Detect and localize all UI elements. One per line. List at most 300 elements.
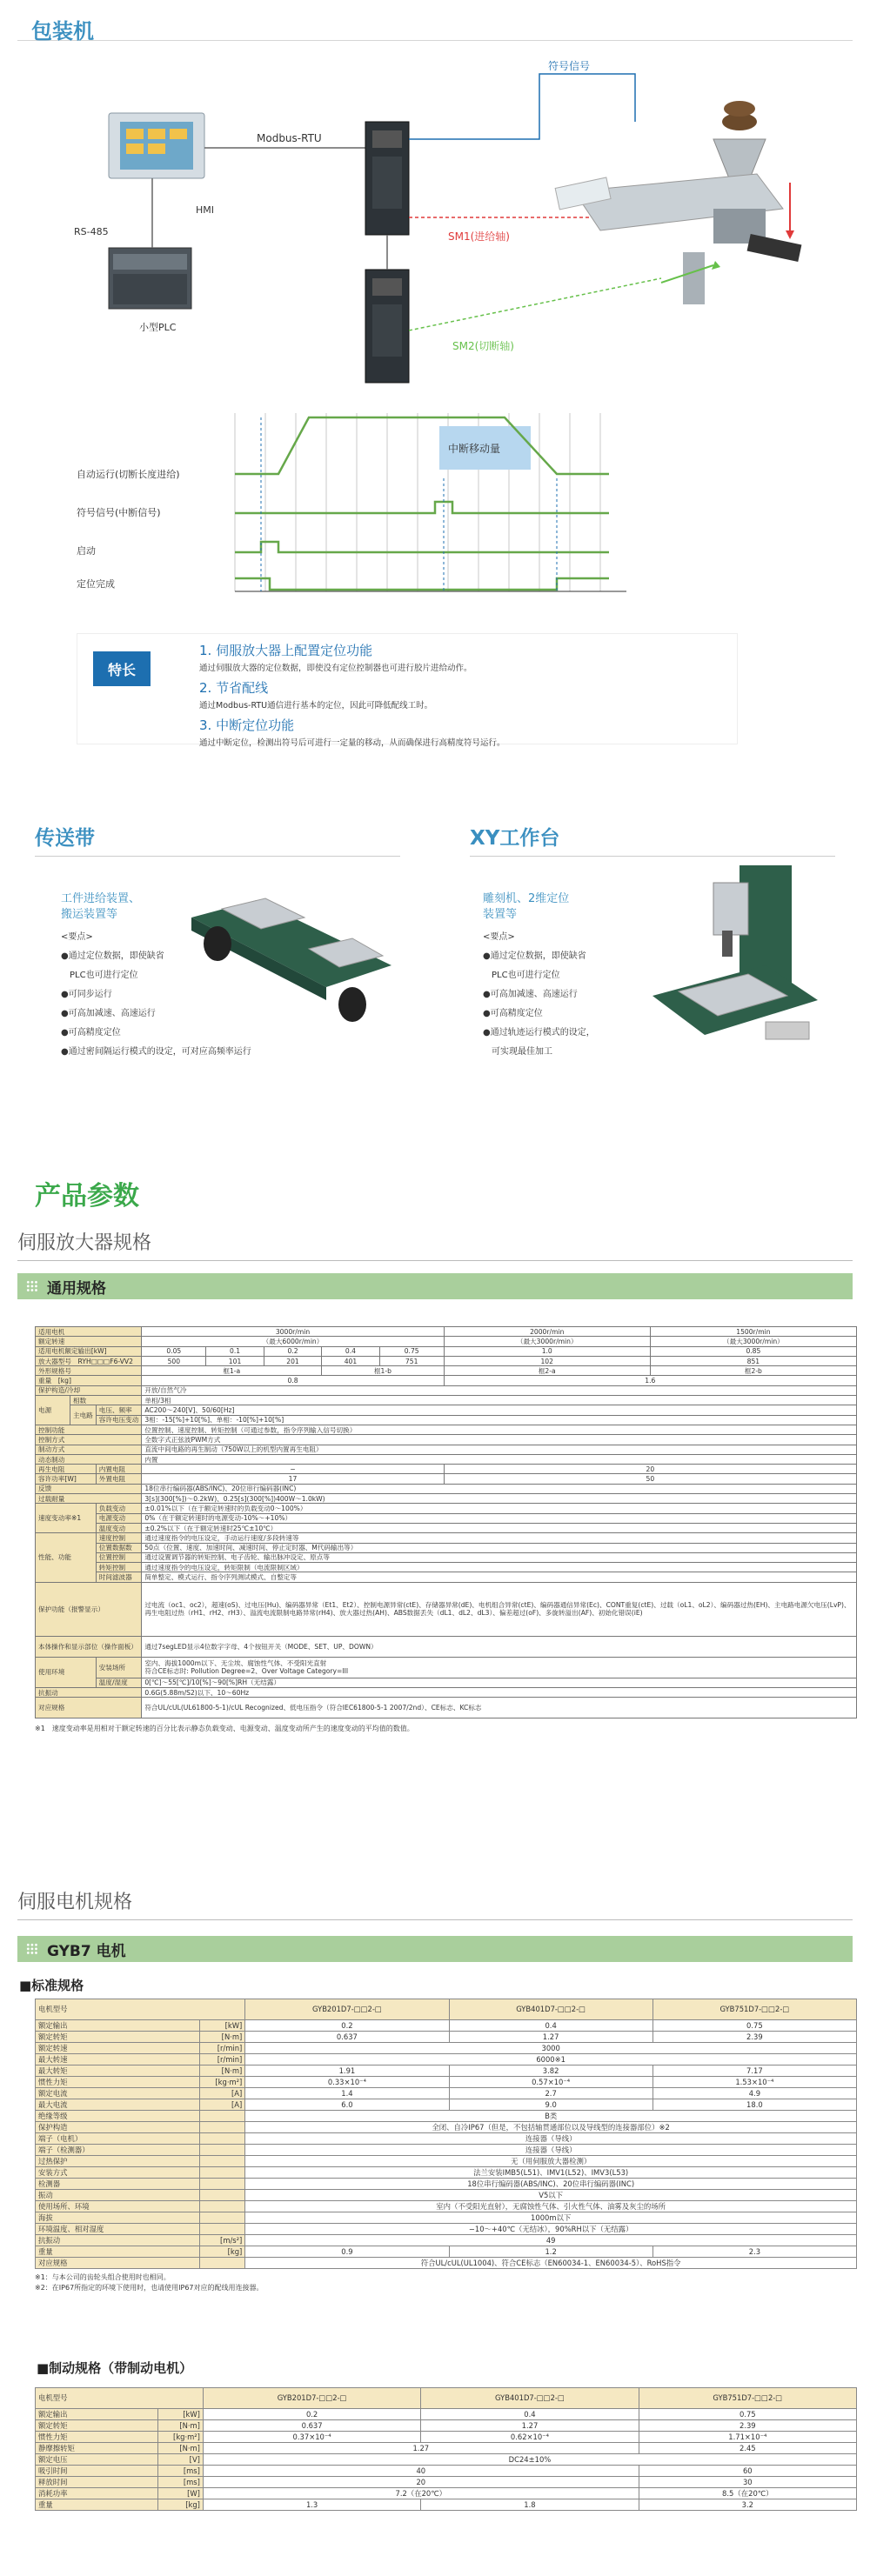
- table-cell: ±0.01%以下（在于额定转速时的负载变动0〜100%）: [142, 1504, 857, 1513]
- table-cell: 0.1: [206, 1346, 264, 1356]
- table-row: [36, 1678, 857, 1687]
- xy-point: ●通过轨迹运行模式的设定，: [483, 1028, 595, 1038]
- table-row: [36, 2133, 857, 2145]
- table-cell: 0.75: [379, 1346, 444, 1356]
- table-cell: 49: [245, 2235, 857, 2246]
- table-cell: 9.0: [449, 2099, 652, 2111]
- gyb7-label: GYB7 电机: [47, 1942, 126, 1960]
- table-cell: AC200〜240[V]、50/60[Hz]: [142, 1405, 857, 1415]
- unit-cell: [200, 2201, 245, 2212]
- table-row: [36, 2077, 857, 2088]
- table-cell: 1.53×10⁻⁴: [652, 2077, 856, 2088]
- row-label: 静摩擦转矩: [36, 2443, 158, 2454]
- row-label: 保护功能（报警显示）: [36, 1582, 142, 1636]
- table-row: [36, 2088, 857, 2099]
- table-cell: 3000r/min: [142, 1327, 444, 1337]
- row-label: 主电路: [70, 1405, 97, 1425]
- table-cell: 101: [206, 1356, 264, 1365]
- table-cell: 6000※1: [245, 2054, 857, 2065]
- cell-text: 室内、海拔1000m以下、无尘埃、腐蚀性气体、不受阳光直射: [144, 1659, 327, 1668]
- row-label: 端子（检测器）: [36, 2145, 200, 2156]
- row-label: 制动方式: [36, 1445, 142, 1454]
- table-cell: 3.2: [639, 2499, 856, 2511]
- servo-amp-2: [365, 270, 409, 383]
- table-row: [36, 2409, 857, 2420]
- table-cell: 0.85: [650, 1346, 856, 1356]
- table-cell: 0.4: [449, 2020, 652, 2032]
- table-cell: 无（用伺服放大器检测）: [245, 2156, 857, 2167]
- table-row: [36, 1533, 857, 1543]
- unit-cell: [kg]: [157, 2499, 203, 2511]
- table-cell: 1.8: [421, 2499, 639, 2511]
- xy-point: ●可高加减速、高速运行: [483, 990, 578, 999]
- table-cell: 6.0: [245, 2099, 449, 2111]
- table-cell: 0.57×10⁻⁴: [449, 2077, 652, 2088]
- timing-row-auto: 自动运行(切断长度进给): [77, 469, 180, 480]
- row-label: 安装场所: [96, 1657, 142, 1678]
- unit-cell: [A]: [200, 2088, 245, 2099]
- table-cell: 1.2: [449, 2246, 652, 2258]
- row-label: 检测器: [36, 2179, 200, 2190]
- table-cell: 通过7segLED显示4位数字字母、4个按钮开关（MODE、SET、UP、DOWN）: [142, 1636, 857, 1657]
- table-row: [36, 2020, 857, 2032]
- row-label: 外形规格号: [36, 1366, 142, 1376]
- packaging-system-diagram: [0, 52, 870, 417]
- row-label: 控制功能: [36, 1425, 142, 1434]
- row-label: 放大器型号 RYH□□□F6-VV2: [36, 1356, 142, 1365]
- table-row: [36, 2488, 857, 2499]
- table-row: [36, 1396, 857, 1405]
- general-spec-bar: [17, 1273, 853, 1299]
- general-spec-label: 通用规格: [47, 1279, 106, 1298]
- row-label: 过载耐量: [36, 1494, 142, 1504]
- table-cell: 20: [444, 1465, 856, 1474]
- rs485-label: RS-485: [74, 226, 109, 237]
- cell-text: 符合CE标志时: Pollution Degree=2、Over Voltage Category=III: [144, 1667, 349, 1676]
- row-label: 额定输出: [36, 2409, 158, 2420]
- table-row: [36, 1563, 857, 1572]
- row-label: 电压、频率: [96, 1405, 142, 1415]
- table-cell: 0.75: [652, 2020, 856, 2032]
- table-cell: 50: [444, 1474, 856, 1484]
- table-row: [36, 2065, 857, 2077]
- table-cell: 201: [264, 1356, 321, 1365]
- row-label: 时间滤波器: [96, 1572, 142, 1582]
- table-row: [36, 2156, 857, 2167]
- row-label: 释放时间: [36, 2477, 158, 2488]
- conveyor-point: PLC也可进行定位: [70, 971, 138, 980]
- table-row: [36, 1327, 857, 1337]
- table-cell: 1.27: [203, 2443, 639, 2454]
- table-cell: 0%（在于额定转速时的电源变动-10%〜+10%）: [142, 1513, 857, 1523]
- table-cell: 0.37×10⁻⁴: [203, 2432, 420, 2443]
- table-cell: 2.7: [449, 2088, 652, 2099]
- row-label: 转矩控制: [96, 1563, 142, 1572]
- row-label: 速度变动率※1: [36, 1504, 97, 1533]
- section-motor: [0, 1887, 870, 1994]
- table-cell: 0.8: [142, 1376, 444, 1385]
- row-label: 动态制动: [36, 1454, 142, 1464]
- conveyor-point: ●通过定位数据，即使缺省: [61, 951, 164, 961]
- row-label: 温度/湿度: [96, 1678, 142, 1687]
- row-label: 位置数据数: [96, 1543, 142, 1552]
- table-row: [36, 2111, 857, 2122]
- unit-cell: [N·m]: [157, 2420, 203, 2432]
- table-row: [36, 1405, 857, 1415]
- table-cell: 0.2: [245, 2020, 449, 2032]
- brake-spec-title: ■制动规格（带制动电机）: [37, 2360, 193, 2376]
- table-row: [36, 1337, 857, 1346]
- std-spec-title: ■标准规格: [19, 1978, 84, 1993]
- table-cell: 内置: [142, 1454, 857, 1464]
- unit-cell: [N·m]: [157, 2443, 203, 2454]
- table-cell: 开放/自然气冷: [142, 1385, 857, 1395]
- packaging-machine: [555, 101, 801, 304]
- feature-item: [199, 716, 505, 748]
- table-row: [36, 2167, 857, 2179]
- std-note: ※2：在IP67所指定的环境下使用时，也请使用IP67对应的配线用连接器。: [35, 2284, 264, 2292]
- timing-row-done: 定位完成: [77, 578, 115, 590]
- table-cell: 框2-a: [444, 1366, 650, 1376]
- amp-spec-table: [35, 1326, 857, 1718]
- sm1-label: SM1(进给轴): [448, 230, 510, 243]
- table-row: [36, 1494, 857, 1504]
- row-label: 性能、功能: [36, 1533, 97, 1582]
- conveyor-point: ●可同步运行: [61, 990, 112, 999]
- section-packaging: [0, 0, 870, 765]
- row-label: 速度控制: [96, 1533, 142, 1543]
- row-label: 消耗功率: [36, 2488, 158, 2499]
- row-label: 使用环境: [36, 1657, 97, 1687]
- table-row: [36, 2432, 857, 2443]
- table-cell: [142, 1657, 857, 1678]
- table-row: [36, 2099, 857, 2111]
- table-row: [36, 1636, 857, 1657]
- header-cell: GYB201D7-□□2-□: [203, 2388, 420, 2409]
- table-row: [36, 1474, 857, 1484]
- row-label: 容许功率[W]: [36, 1474, 97, 1484]
- table-cell: 符合UL/cUL(UL61800-5-1)/cUL Recognized、低电压指令（符合IEC61800-5-1 2007/2nd）、CE标志、KC标志: [142, 1698, 857, 1718]
- table-cell: 0.4: [322, 1346, 379, 1356]
- feature-title: 3. 中断定位功能: [199, 717, 295, 733]
- feature-desc: 通过中断定位，检测出符号后可进行一定量的移动，从而确保进行高精度符号运行。: [199, 738, 505, 748]
- hmi-device: [109, 113, 204, 178]
- table-cell: 0.9: [245, 2246, 449, 2258]
- table-cell: （最大3000r/min）: [650, 1337, 856, 1346]
- row-label: 控制方式: [36, 1435, 142, 1445]
- row-label: 电源: [36, 1396, 70, 1425]
- table-cell: （最大6000r/min）: [142, 1337, 444, 1346]
- table-row: [36, 1523, 857, 1532]
- table-cell: 0.33×10⁻⁴: [245, 2077, 449, 2088]
- table-cell: 50点（位置、速度、加速时间、减速时间、停止定时器、M代码输出等）: [142, 1543, 857, 1552]
- row-label: 反馈: [36, 1484, 142, 1493]
- table-cell: 18位串行编码器(ABS/INC)、20位串行编码器(INC): [245, 2179, 857, 2190]
- servo-amp-1: [365, 122, 409, 235]
- table-row: [36, 2258, 857, 2269]
- unit-cell: [m/s²]: [200, 2235, 245, 2246]
- unit-cell: [ms]: [157, 2466, 203, 2477]
- header-cell: GYB401D7-□□2-□: [449, 1999, 652, 2020]
- row-label: 负载变动: [96, 1504, 142, 1513]
- row-label: 内置电阻: [96, 1465, 142, 1474]
- table-row: [36, 1572, 857, 1582]
- table-row: [36, 1366, 857, 1376]
- table-cell: 1.3: [203, 2499, 420, 2511]
- hmi-label: HMI: [196, 204, 215, 216]
- unit-cell: [ms]: [157, 2477, 203, 2488]
- conveyor-title: 传送带: [35, 827, 95, 850]
- row-label: 惯性力矩: [36, 2432, 158, 2443]
- table-row: [36, 2054, 857, 2065]
- dots-icon: [26, 1943, 38, 1955]
- table-cell: 1500r/min: [650, 1327, 856, 1337]
- table-row: [36, 2032, 857, 2043]
- unit-cell: [V]: [157, 2454, 203, 2466]
- features-tag: 特长: [93, 651, 151, 686]
- conveyor-points-label: <要点>: [61, 932, 93, 942]
- std-note: ※1：与本公司的齿轮头组合使用时也相同。: [35, 2273, 171, 2281]
- table-row: [36, 1425, 857, 1434]
- row-label: 使用场所、环境: [36, 2201, 200, 2212]
- section-params: [0, 1174, 870, 1299]
- table-cell: 1.27: [449, 2032, 652, 2043]
- table-cell: 18位串行编码器(ABS/INC)、20位串行编码器(INC): [142, 1484, 857, 1493]
- table-cell: 3[s](300[%])〜0.2kW)、0.25[s](300[%])400W〜1.0kW): [142, 1494, 857, 1504]
- table-cell: 1.4: [245, 2088, 449, 2099]
- row-label: 适用电机: [36, 1327, 142, 1337]
- table-cell: 连接器（导线）: [245, 2145, 857, 2156]
- table-cell: 8.5（在20℃）: [639, 2488, 856, 2499]
- table-cell: 2.3: [652, 2246, 856, 2258]
- row-label: 绝缘等级: [36, 2111, 200, 2122]
- row-label: 温度变动: [96, 1523, 142, 1532]
- gyb7-bar: [17, 1936, 853, 1962]
- timing-grid: [235, 413, 600, 591]
- table-cell: 直流中间电路的再生制动（750W以上的机型内置再生电阻）: [142, 1445, 857, 1454]
- unit-cell: [kg]: [200, 2246, 245, 2258]
- table-cell: 17: [142, 1474, 444, 1484]
- unit-cell: [kg·m²]: [157, 2432, 203, 2443]
- row-label: 安装方式: [36, 2167, 200, 2179]
- header-cell: GYB401D7-□□2-□: [421, 2388, 639, 2409]
- unit-cell: [200, 2258, 245, 2269]
- table-cell: 2.45: [639, 2443, 856, 2454]
- table-row: [36, 1688, 857, 1698]
- modbus-label: Modbus-RTU: [257, 132, 322, 144]
- table-cell: 0.75: [639, 2409, 856, 2420]
- table-header-row: [36, 2388, 857, 2409]
- table-cell: 2.39: [652, 2032, 856, 2043]
- row-label: 吸引时间: [36, 2466, 158, 2477]
- row-label: 再生电阻: [36, 1465, 97, 1474]
- unit-cell: [A]: [200, 2099, 245, 2111]
- xy-title: XY工作台: [470, 827, 560, 850]
- table-cell: 通过设置调节器的转矩控制、电子齿轮、输出脉冲设定、原点等: [142, 1552, 857, 1562]
- xy-subtitle: 雕刻机、2维定位 装置等: [483, 892, 570, 921]
- timing-row-start: 启动: [77, 545, 96, 557]
- row-label: 重量: [36, 2499, 158, 2511]
- table-cell: 全闭、自冷IP67（但是，不包括轴贯通部位以及导线型的连接器部位）※2: [245, 2122, 857, 2133]
- table-cell: 1.6: [444, 1376, 856, 1385]
- row-label: 容许电压变动: [96, 1415, 142, 1425]
- feature-desc: 通过Modbus-RTU通信进行基本的定位，因此可降低配线工时。: [199, 701, 433, 711]
- table-cell: −: [142, 1465, 444, 1474]
- brake-spec-table: [35, 2387, 857, 2511]
- table-cell: B类: [245, 2111, 857, 2122]
- table-cell: 0.4: [421, 2409, 639, 2420]
- table-cell: 30: [639, 2477, 856, 2488]
- table-row: [36, 2145, 857, 2156]
- table-row: [36, 1435, 857, 1445]
- table-cell: 0.2: [203, 2409, 420, 2420]
- table-row: [36, 2201, 857, 2212]
- table-cell: 751: [379, 1356, 444, 1365]
- header-cell: GYB201D7-□□2-□: [245, 1999, 449, 2020]
- unit-cell: [N·m]: [200, 2065, 245, 2077]
- row-label: 额定转矩: [36, 2420, 158, 2432]
- table-cell: 框1-a: [142, 1366, 322, 1376]
- table-row: [36, 1543, 857, 1552]
- row-label: 重量 [kg]: [36, 1376, 142, 1385]
- interrupt-label: 中断移动量: [448, 443, 501, 455]
- std-spec-table: [35, 1999, 857, 2269]
- unit-cell: [200, 2111, 245, 2122]
- table-row: [36, 1504, 857, 1513]
- table-cell: 通过速度指令的电压设定，手动运行速度/多段转速等: [142, 1533, 857, 1543]
- table-cell: 102: [444, 1356, 650, 1365]
- conveyor-point: ●可高精度定位: [61, 1028, 121, 1038]
- table-cell: 全数字式正弦波PWM方式: [142, 1435, 857, 1445]
- header-cell: GYB751D7-□□2-□: [652, 1999, 856, 2020]
- table-cell: 2000r/min: [444, 1327, 650, 1337]
- row-label: 额定转矩: [36, 2032, 200, 2043]
- unit-cell: [W]: [157, 2488, 203, 2499]
- xy-point: 可实现最佳加工: [492, 1047, 552, 1057]
- unit-cell: [200, 2179, 245, 2190]
- table-row: [36, 2443, 857, 2454]
- table-cell: 60: [639, 2466, 856, 2477]
- row-label: 适用电机额定输出[kW]: [36, 1346, 142, 1356]
- timing-row-signal: 符号信号(中断信号): [77, 507, 161, 518]
- feature-item: [199, 641, 505, 673]
- section-applications: [0, 822, 870, 1152]
- xy-points-label: <要点>: [483, 932, 515, 942]
- table-row: [36, 1415, 857, 1425]
- table-row: [36, 1445, 857, 1454]
- table-cell: DC24±10%: [203, 2454, 856, 2466]
- amp-spec-title: 伺服放大器规格: [17, 1232, 152, 1254]
- feature-title: 2. 节省配线: [199, 680, 269, 696]
- row-label: 额定转速: [36, 2043, 200, 2054]
- unit-cell: [r/min]: [200, 2054, 245, 2065]
- row-label: 抗振动: [36, 2235, 200, 2246]
- params-title: 产品参数: [35, 1181, 139, 1211]
- row-label: 额定输出: [36, 2020, 200, 2032]
- table-row: [36, 2466, 857, 2477]
- table-row: [36, 1657, 857, 1678]
- table-cell: −10〜+40℃（无结冰），90%RH以下（无结露）: [245, 2224, 857, 2235]
- table-cell: 0.637: [203, 2420, 420, 2432]
- table-cell: ±0.2%以下（在于额定转速时25℃±10℃）: [142, 1523, 857, 1532]
- table-cell: 框1-b: [322, 1366, 444, 1376]
- table-row: [36, 1513, 857, 1523]
- row-label: 额定电流: [36, 2088, 200, 2099]
- table-cell: 过电流（oc1、oc2），超速(oS)、过电压(Hu)、编码器异常（Et1、Et2）、控制电源异常(ctE)、存储器异常(dE)、电机组合异常(ctE)、编码器通信异常(Ec)、CONT重复(ctE)、过载（oL1、oL2）、编码器过热(EH)、主电路电源欠电压(LvP)、再生电阻过热（rH1、rH2、rH3）、溢流电流限制电路异常(rH4)、放大器过热(AH)、ABS数据丢失（dL1、dL2、dL3）、偏差超过(oF)、多旋转溢出(AF)、初始化错误(iE): [142, 1582, 857, 1636]
- table-cell: 0[℃]〜55[℃]/10[%]〜90[%]RH（无结露）: [142, 1678, 857, 1687]
- table-cell: 1.91: [245, 2065, 449, 2077]
- header-cell: 电机型号: [36, 1999, 245, 2020]
- xy-point: ●通过定位数据，即使缺省: [483, 951, 586, 961]
- table-row: [36, 2190, 857, 2201]
- unit-cell: [r/min]: [200, 2043, 245, 2054]
- table-cell: 简单整定、模式运行、指令序列测试模式、自整定等: [142, 1572, 857, 1582]
- table-cell: 1000m以下: [245, 2212, 857, 2224]
- table-cell: 单相/3相: [142, 1396, 857, 1405]
- row-label: 保护构造: [36, 2122, 200, 2133]
- unit-cell: [200, 2224, 245, 2235]
- unit-cell: [kW]: [200, 2020, 245, 2032]
- table-cell: 1.71×10⁻⁴: [639, 2432, 856, 2443]
- row-label: 位置控制: [96, 1552, 142, 1562]
- amp-spec-table-wrap: [35, 1326, 857, 1734]
- table-row: [36, 2235, 857, 2246]
- table-cell: 7.17: [652, 2065, 856, 2077]
- table-cell: 3.82: [449, 2065, 652, 2077]
- dots-icon: [26, 1280, 38, 1292]
- table-row: [36, 2212, 857, 2224]
- table-cell: 法兰安装IMB5(L51)、IMV1(L52)、IMV3(L53): [245, 2167, 857, 2179]
- row-label: 惯性力矩: [36, 2077, 200, 2088]
- packaging-title: 包装机: [31, 19, 94, 43]
- table-cell: 0.2: [264, 1346, 321, 1356]
- plc-device: [109, 248, 191, 309]
- row-label: 过热保护: [36, 2156, 200, 2167]
- feature-title: 1. 伺服放大器上配置定位功能: [199, 643, 373, 658]
- table-row: [36, 2420, 857, 2432]
- table-cell: 位置控制、速度控制、转矩控制（可通过参数，指令序列输入信号切换）: [142, 1425, 857, 1434]
- table-row: [36, 1356, 857, 1365]
- unit-cell: [200, 2167, 245, 2179]
- row-label: 对应规格: [36, 1698, 142, 1718]
- table-cell: 4.9: [652, 2088, 856, 2099]
- row-label: 重量: [36, 2246, 200, 2258]
- amp-note: ※1 速度变动率是用相对于额定转速的百分比表示静态负载变动、电源变动、温度变动所产生的速度变动的平均值的数值。: [35, 1725, 414, 1733]
- unit-cell: [200, 2133, 245, 2145]
- row-label: 额定电压: [36, 2454, 158, 2466]
- row-label: 外置电阻: [96, 1474, 142, 1484]
- timing-chart: [0, 404, 870, 631]
- unit-cell: [200, 2212, 245, 2224]
- row-label: 相数: [70, 1396, 142, 1405]
- row-label: 保护构造/冷却: [36, 1385, 142, 1395]
- table-row: [36, 2499, 857, 2511]
- sm2-label: SM2(切断轴): [452, 340, 514, 352]
- table-cell: 401: [322, 1356, 379, 1365]
- divider: [17, 40, 853, 41]
- header-cell: GYB751D7-□□2-□: [639, 2388, 856, 2409]
- conveyor-subtitle: 工件进给装置、 搬运装置等: [61, 892, 141, 921]
- features-box: [77, 633, 738, 748]
- table-row: [36, 1698, 857, 1718]
- unit-cell: [200, 2122, 245, 2133]
- table-row: [36, 2454, 857, 2466]
- row-label: 最大转矩: [36, 2065, 200, 2077]
- table-cell: 连接器（导线）: [245, 2133, 857, 2145]
- table-cell: 1.0: [444, 1346, 650, 1356]
- signal-label: 符号信号: [548, 60, 591, 72]
- table-cell: 40: [203, 2466, 639, 2477]
